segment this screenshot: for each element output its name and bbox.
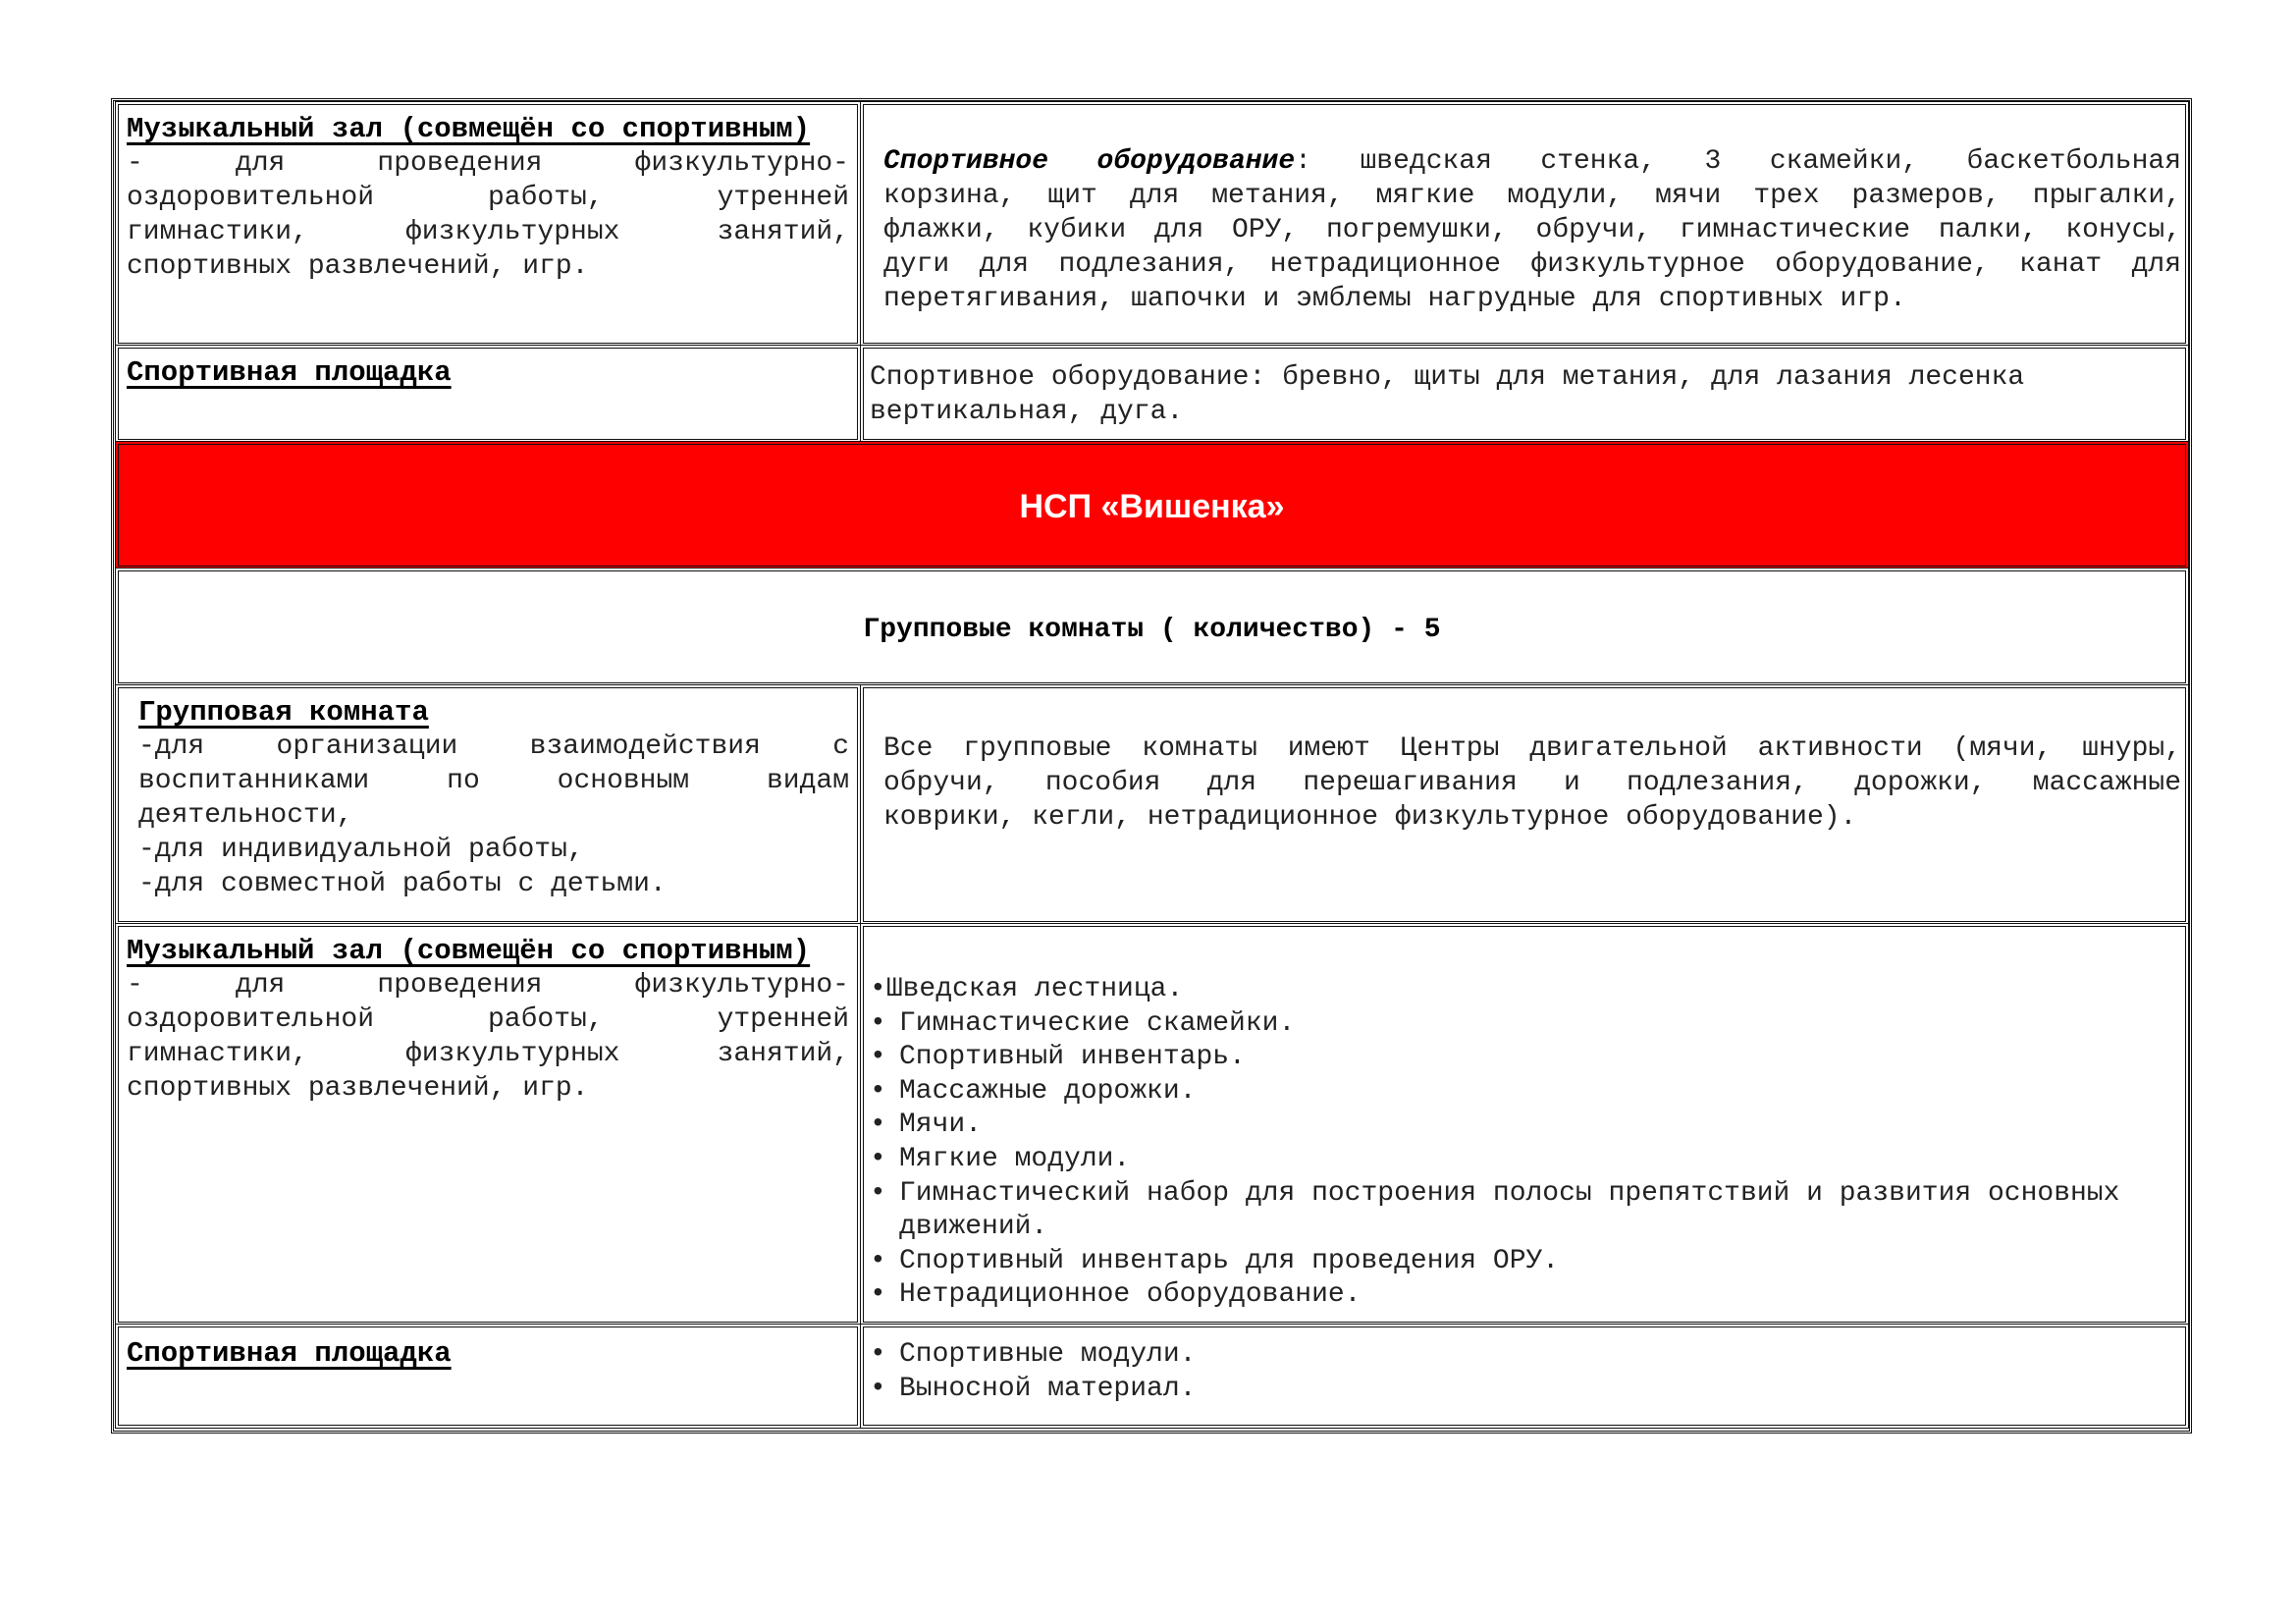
bullet-icon: • xyxy=(870,1177,886,1209)
list-item-text: Мягкие модули. xyxy=(899,1143,1131,1174)
music-hall-equipment-text xyxy=(883,144,2181,316)
list-item xyxy=(870,1041,2175,1075)
list-item-text: Мячи. xyxy=(899,1110,983,1141)
sports-ground-equipment-text xyxy=(870,360,2175,429)
music-hall-2-desc-line-2: оздоровительной работы, утренней xyxy=(127,1004,849,1035)
list-item xyxy=(870,1143,2175,1177)
sports-ground-2-title: Спортивная площадка xyxy=(127,1337,452,1370)
list-item-text: Массажные дорожки. xyxy=(899,1075,1197,1107)
organization-banner-title: НСП «Вишенка» xyxy=(1019,488,1285,525)
centers-line-1: Все групповые комнаты имеют Центры двигательной активности (мячи, шнуры, xyxy=(883,733,2181,764)
equipment-line-2: корзина, щит для метания, мягкие модули, мячи трех размеров, прыгалки, xyxy=(883,181,2181,211)
centers-line-2: обручи, пособия для перешагивания и подлезания, дорожки, массажные xyxy=(883,768,2181,798)
group-rooms-count-heading: Групповые комнаты ( количество) - 5 xyxy=(863,615,1441,645)
music-hall-2-title: Музыкальный зал (совмещён со спортивным) xyxy=(127,935,811,967)
music-hall-2-desc-line-3: гимнастики, физкультурных занятий, xyxy=(127,1039,849,1069)
bullet-icon: • xyxy=(870,1007,886,1039)
sports-ground-title: Спортивная площадка xyxy=(127,356,452,389)
bullet-icon: • xyxy=(870,974,886,1004)
music-hall-desc-line-1: - для проведения физкультурно- xyxy=(127,148,849,179)
music-hall-equipment-cell xyxy=(860,101,2189,347)
group-room-desc-line-5: -для совместной работы с детьми. xyxy=(138,869,667,899)
list-item-text: Спортивные модули. xyxy=(899,1339,1197,1370)
group-room-desc-line-4: -для индивидуальной работы, xyxy=(138,835,584,865)
bullet-icon: • xyxy=(870,1110,886,1141)
list-item-text: Гимнастический набор для построения полосы препятствий и развития основных движений. xyxy=(899,1177,2120,1243)
bullet-icon: • xyxy=(870,1279,886,1311)
group-room-desc-line-1: -для организации взаимодействия с xyxy=(138,731,849,762)
group-room-desc-line-2: воспитанниками по основным видам xyxy=(138,766,849,796)
music-hall-2-desc-line-1: - для проведения физкультурно- xyxy=(127,970,849,1001)
list-item xyxy=(870,1007,2175,1042)
music-hall-title: Музыкальный зал (совмещён со спортивным) xyxy=(127,113,811,145)
equipment-line-5: перетягивания, шапочки и эмблемы нагрудные для спортивных игр. xyxy=(883,284,1906,314)
sports-ground-2-title-cell xyxy=(115,1324,861,1429)
music-hall-equipment-list xyxy=(870,1007,2175,1313)
music-hall-description xyxy=(127,146,849,284)
music-hall-description-cell xyxy=(115,101,861,347)
music-hall-desc-line-2: оздоровительной работы, утренней xyxy=(127,183,849,213)
group-room-description-cell xyxy=(115,684,861,925)
list-item xyxy=(870,1075,2175,1110)
sports-ground-2-items-cell xyxy=(860,1324,2189,1429)
group-room-centers-cell xyxy=(860,684,2189,925)
equipment-label: Спортивное оборудование xyxy=(883,146,1296,177)
sports-ground-equipment-line-2: вертикальная, дуга. xyxy=(870,397,1184,427)
list-item xyxy=(870,1338,2175,1373)
bullet-icon: • xyxy=(870,1339,886,1370)
bullet-icon: • xyxy=(870,1042,886,1073)
list-item xyxy=(870,1109,2175,1143)
bullet-icon: • xyxy=(870,1373,886,1404)
equipment-line-4: дуги для подлезания, нетрадиционное физкультурное оборудование, канат для xyxy=(883,249,2181,280)
music-hall-2-description xyxy=(127,968,849,1106)
equipment-first-item: •Шведская лестница. xyxy=(870,974,1184,1004)
list-item xyxy=(870,1245,2175,1279)
list-item xyxy=(870,1177,2175,1245)
equipment-line-1: Спортивное оборудование: шведская стенка, 3 скамейки, баскетбольная xyxy=(883,146,2181,177)
centers-line-3: коврики, кегли, нетрадиционное физкультурное оборудование). xyxy=(883,802,1857,833)
list-item xyxy=(870,1373,2175,1407)
music-hall-2-equipment-cell xyxy=(860,923,2189,1326)
sports-ground-items-list xyxy=(870,1338,2175,1406)
group-rooms-header-cell xyxy=(115,568,2189,686)
music-hall-desc-line-4: спортивных развлечений, игр. xyxy=(127,251,589,282)
equipment-line-3: флажки, кубики для ОРУ, погремушки, обручи, гимнастические палки, конусы, xyxy=(883,215,2181,245)
bullet-icon: • xyxy=(870,1245,886,1276)
list-item-text: Гимнастические скамейки. xyxy=(899,1007,1296,1039)
list-item-text: Спортивный инвентарь. xyxy=(899,1042,1246,1073)
bullet-icon: • xyxy=(870,1075,886,1107)
sports-ground-equipment-cell xyxy=(860,345,2189,443)
list-item-text: Нетрадиционное оборудование. xyxy=(899,1279,1362,1311)
organization-banner xyxy=(115,441,2189,569)
list-item-text: Выносной материал. xyxy=(899,1373,1197,1404)
bullet-icon: • xyxy=(870,1143,886,1174)
music-hall-desc-line-3: гимнастики, физкультурных занятий, xyxy=(127,217,849,247)
group-room-centers-text xyxy=(883,731,2181,835)
group-room-title: Групповая комната xyxy=(138,696,429,729)
group-room-description xyxy=(138,730,849,901)
group-room-desc-line-3: деятельности, xyxy=(138,800,353,831)
list-item xyxy=(870,1278,2175,1313)
music-hall-2-description-cell xyxy=(115,923,861,1326)
list-item-text: Спортивный инвентарь для проведения ОРУ. xyxy=(899,1245,1560,1276)
music-hall-2-desc-line-4: спортивных развлечений, игр. xyxy=(127,1073,589,1104)
sports-ground-title-cell xyxy=(115,345,861,443)
sports-ground-equipment-line-1: Спортивное оборудование: бревно, щиты для метания, для лазания лесенка xyxy=(870,362,2025,393)
